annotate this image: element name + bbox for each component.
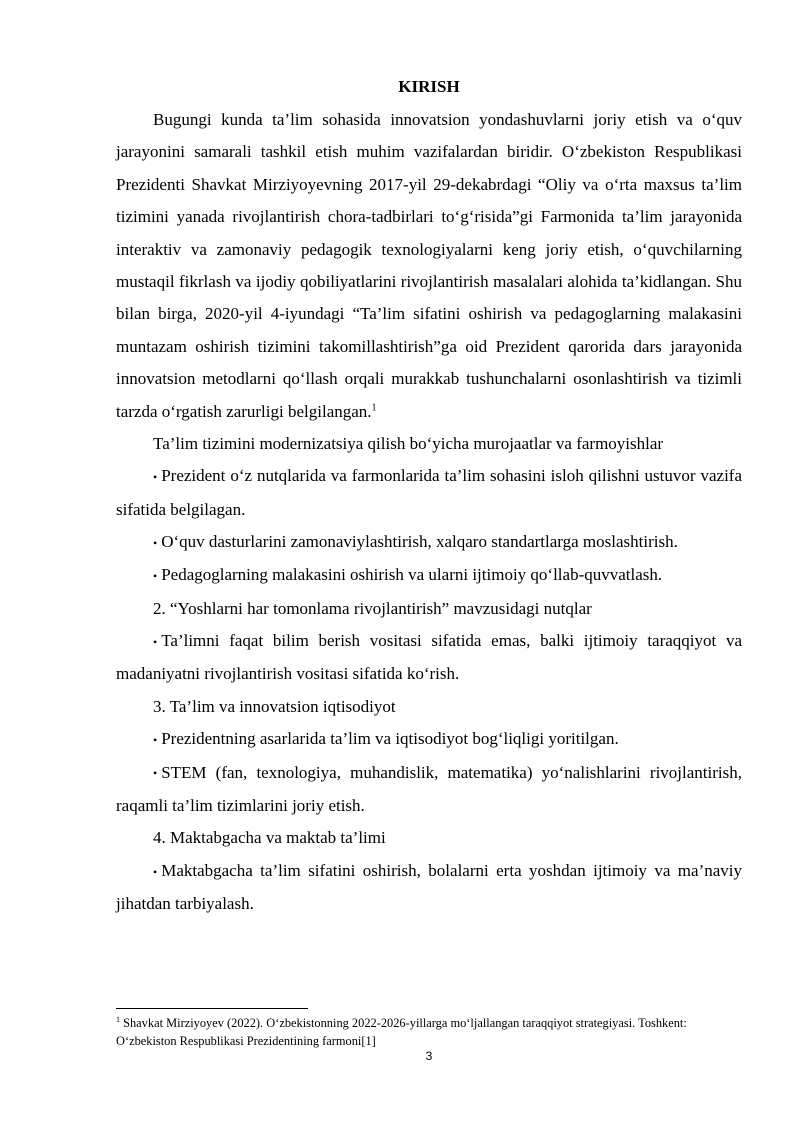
footnote	[116, 1014, 742, 1050]
main-text	[116, 104, 742, 920]
section-heading-3: 3. Ta’lim va innovatsion iqtisodiyot	[153, 696, 396, 716]
list-item	[116, 559, 742, 592]
list-item-text: Ta’limni faqat bilim berish vositasi sifatida emas, balki ijtimoiy taraqqiyot va madaniyatni rivojlantirish vositasi sifatida ko‘rish.	[116, 631, 742, 684]
bullet-icon: •	[153, 536, 158, 551]
list-item-text: STEM (fan, texnologiya, muhandislik, matematika) yo‘nalishlarini rivojlantirish, raqamli ta’lim tizimlarini joriy etish.	[116, 762, 742, 815]
section-heading-2: 2. “Yoshlarni har tomonlama rivojlantirish” mavzusidagi nutqlar	[153, 598, 592, 618]
list-item-text: Pedagoglarning malakasini oshirish va ularni ijtimoiy qo‘llab-quvvatlash.	[161, 565, 663, 585]
bullet-icon: •	[153, 635, 158, 650]
list-item	[116, 757, 742, 823]
list-item	[116, 855, 742, 921]
section-intro: Ta’lim tizimini modernizatsiya qilish bo‘yicha murojaatlar va farmoyishlar	[153, 434, 664, 454]
list-item	[116, 723, 742, 756]
footnote-text: Shavkat Mirziyoyev (2022). O‘zbekistonning 2022-2026-yillarga mo‘ljallangan taraqqiyot strategiyasi. Toshkent: O‘zbekiston Respublikasi Prezidentining farmoni[1]	[116, 1016, 687, 1048]
bullet-icon: •	[153, 569, 158, 584]
list-item	[116, 460, 742, 526]
bullet-icon: •	[153, 766, 158, 781]
list-item-text: Prezident o‘z nutqlarida va farmonlarida ta’lim sohasini isloh qilishni ustuvor vazifa sifatida belgilagan.	[116, 466, 742, 519]
list-item	[116, 526, 742, 559]
section-heading-4: 4. Maktabgacha va maktab ta’limi	[153, 828, 386, 848]
list-item-text: O‘quv dasturlarini zamonaviylashtirish, xalqaro standartlarga moslashtirish.	[161, 532, 678, 552]
footnote-reference[interactable]: 1	[371, 402, 377, 413]
page-number: 3	[425, 1049, 433, 1063]
list-item	[116, 625, 742, 691]
bullet-icon: •	[153, 470, 158, 485]
intro-paragraph	[116, 104, 742, 428]
bullet-icon: •	[153, 733, 158, 748]
page-title: KIRISH	[398, 77, 460, 96]
list-item-text: Prezidentning asarlarida ta’lim va iqtisodiyot bog‘liqligi yoritilgan.	[161, 729, 619, 749]
footnote-mark: 1	[116, 1014, 120, 1024]
intro-paragraph-text: Bugungi kunda ta’lim sohasida innovatsion yondashuvlarni joriy etish va o‘quv jarayonini samarali tashkil etish muhim vazifalardan biridir. O‘zbekiston Respublikasi Prezidenti Shavkat Mirziyoyevning 2017-yil 29-dekabrdagi “Oliy va o‘rta maxsus ta’lim tizimini yanada rivojlantirish chora-tadbirlari to‘g‘risida”gi Farmonida ta’lim jarayonida interaktiv va zamonaviy pedagogik texnologiyalarni keng joriy etish, o‘quvchilarning mustaqil fikrlash va ijodiy qobiliyatlarini rivojlantirish masalalari alohida ta’kidlangan. Shu bilan birga, 2020-yil 4-iyundagi “Ta’lim sifatini oshirish va pedagoglarning malakasini muntazam oshirish tizimini takomillashtirish”ga oid Prezident qarorida dars jarayonida innovatsion metodlarni qo‘llash orqali murakkab tushunchalarni osonlashtirish va tizimli tarzda o‘rgatish zarurligi belgilangan.	[116, 110, 742, 421]
footnote-divider	[116, 1008, 308, 1009]
list-item-text: Maktabgacha ta’lim sifatini oshirish, bolalarni erta yoshdan ijtimoiy va ma’naviy jihatdan tarbiyalash.	[116, 860, 742, 913]
bullet-icon: •	[153, 864, 158, 879]
